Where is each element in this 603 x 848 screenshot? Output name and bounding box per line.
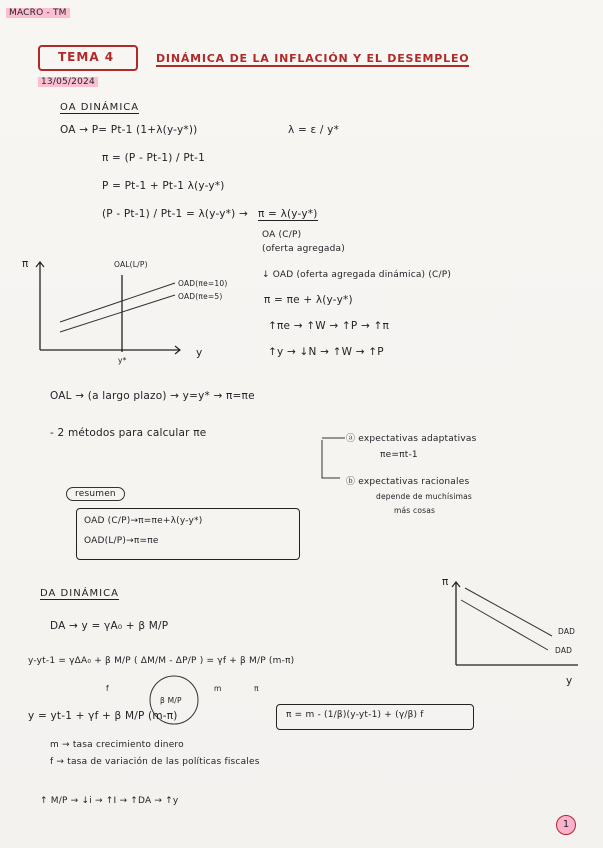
da-eq1: DA → y = γA₀ + β M/P — [50, 620, 169, 632]
graph1-curve2-label: OAD(πe=5) — [178, 292, 223, 301]
da-def-m: m → tasa crecimiento dinero — [50, 740, 184, 750]
da-under1: f — [106, 684, 109, 693]
graph2-y-label: π — [442, 576, 449, 588]
graph1-y-label: π — [22, 258, 29, 270]
da-heading: DA DINÁMICA — [40, 588, 119, 599]
graph1-top-label: OAL(L/P) — [114, 260, 148, 269]
date: 13/05/2024 — [38, 77, 98, 87]
da-under2: m — [214, 684, 222, 693]
oa-note2: (oferta agregada) — [262, 244, 345, 254]
oad-note: ↓ OAD (oferta agregada dinámica) (C/P) — [262, 270, 452, 280]
da-under3: π — [254, 684, 259, 693]
graph2-dad-curve2 — [461, 600, 548, 650]
summary-bubble: resumen — [66, 487, 125, 501]
course-tag: MACRO - TM — [6, 8, 70, 18]
oa-eq1: OA → P= Pt-1 (1+λ(y-y*)) — [60, 124, 198, 136]
method-a: ⓐ expectativas adaptativas — [346, 434, 477, 444]
oal-line: OAL → (a largo plazo) → y=y* → π=πe — [50, 390, 255, 402]
oa-chain1: ↑πe → ↑W → ↑P → ↑π — [268, 320, 390, 332]
oa-eq2: π = (P - Pt-1) / Pt-1 — [102, 152, 206, 164]
da-eq3: y = yt-1 + γf + β M/P (m-π) — [28, 710, 178, 722]
summary-line1: OAD (C/P)→π=πe+λ(y-y*) — [84, 516, 203, 526]
page-title: DINÁMICA DE LA INFLACIÓN Y EL DESEMPLEO — [156, 52, 470, 65]
topic-label: TEMA 4 — [58, 50, 115, 64]
graph1-x-label: y — [196, 347, 203, 359]
graph2-curve2-label: DAD — [555, 646, 573, 655]
oa-eq4-left: (P - Pt-1) / Pt-1 = λ(y-y*) → — [102, 208, 248, 220]
method-b-note2: más cosas — [394, 506, 436, 515]
graph1-xtick-label: y* — [118, 356, 127, 365]
graph2-curve1-label: DAD — [558, 627, 576, 636]
da-def-f: f → tasa de variación de las políticas fiscales — [50, 757, 260, 767]
graph1-curve1-label: OAD(πe=10) — [178, 279, 228, 288]
oad-eq: π = πe + λ(y-y*) — [264, 294, 353, 306]
oa-eq1-side: λ = ε / y* — [288, 124, 340, 136]
method-a-eq: πe=πt-1 — [380, 450, 418, 460]
graph2-dad-curve1 — [465, 588, 552, 636]
method-b-note1: depende de muchísimas — [376, 492, 473, 501]
oa-chain2: ↑y → ↓N → ↑W → ↑P — [268, 346, 384, 358]
da-chain: ↑ M/P → ↓i → ↑I → ↑DA → ↑y — [40, 796, 179, 806]
oa-note: OA (C/P) — [262, 230, 302, 240]
page-number: 1 — [556, 815, 576, 835]
oa-eq4-right: π = λ(y-y*) — [258, 208, 318, 220]
da-eq2: y-yt-1 = γΔA₀ + β M/P ( ΔM/M - ΔP/P ) = γf + β M/P (m-π) — [28, 656, 295, 666]
oa-heading: OA DINÁMICA — [60, 102, 140, 113]
graph2-x-label: y — [566, 675, 573, 687]
da-boxed: π = m - (1/β)(y-yt-1) + (γ/β) f — [286, 710, 424, 720]
summary-line2: OAD(L/P)→π=πe — [84, 536, 159, 546]
da-circled: β M/P — [160, 696, 182, 705]
oa-eq3: P = Pt-1 + Pt-1 λ(y-y*) — [102, 180, 225, 192]
methods-line: - 2 métodos para calcular πe — [50, 427, 207, 439]
method-b: ⓑ expectativas racionales — [346, 477, 470, 487]
